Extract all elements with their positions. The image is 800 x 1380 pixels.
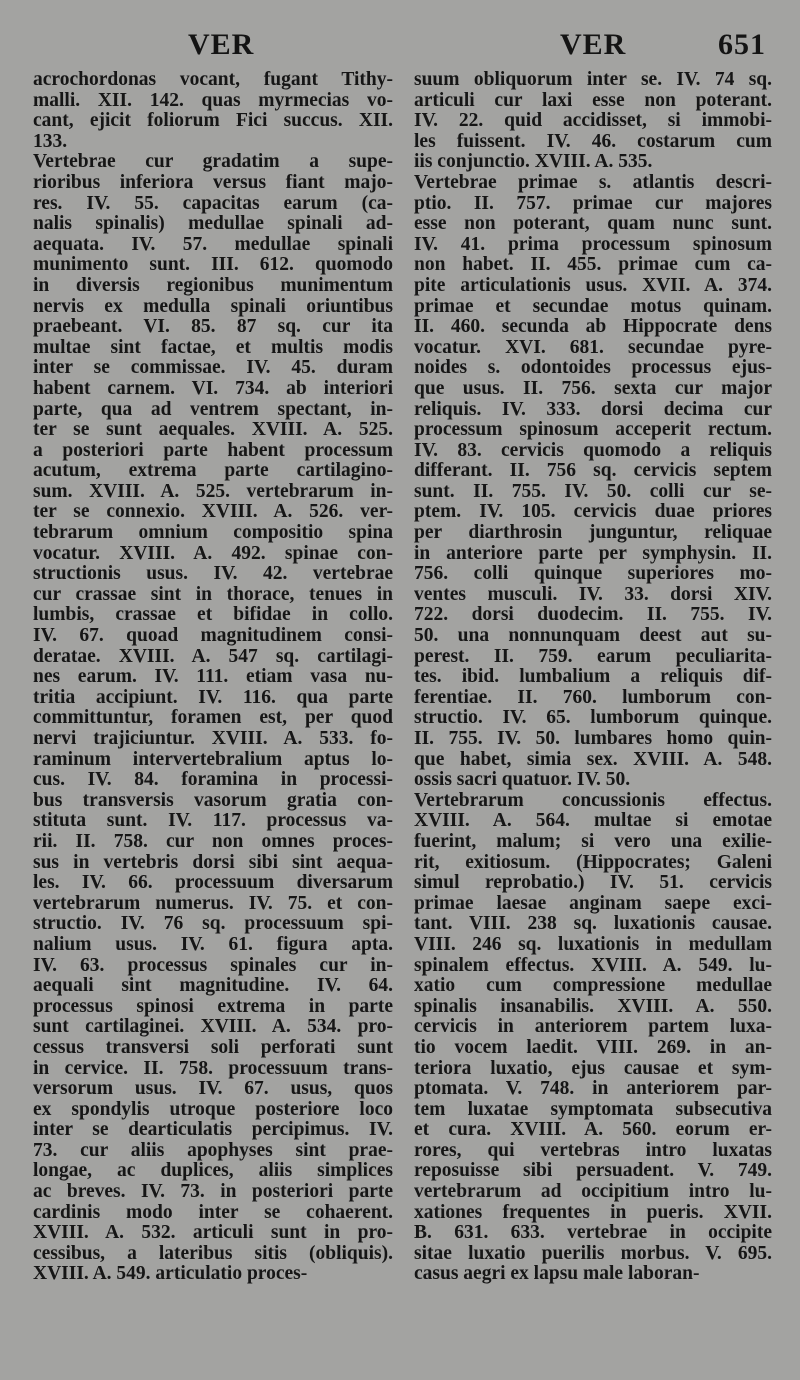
text-line: cessus transversi soli perforati sunt [33, 1037, 393, 1058]
text-line: parte, qua ad ventrem spectant, in- [33, 399, 393, 420]
text-line: committuntur, foramen est, per quod [33, 708, 393, 729]
text-line: 133. [33, 131, 68, 152]
text-line: aequata. IV. 57. medullae spinali [33, 234, 393, 255]
text-line: inter se commissae. IV. 45. duram [33, 358, 393, 379]
text-line: sunt cartilaginei. XVIII. A. 534. pro- [33, 1017, 393, 1038]
text-line: non habet. II. 455. primae cum ca- [414, 255, 772, 276]
text-line: Vertebrarum concussionis effectus. [414, 790, 772, 811]
text-line: pite articulationis usus. XVII. A. 374. [414, 275, 772, 296]
text-line: tant. VIII. 238 sq. luxationis causae. [414, 914, 772, 935]
text-line: raminum intervertebralium aptus lo- [33, 749, 393, 770]
text-line: acutum, extrema parte cartilagino- [33, 461, 393, 482]
text-line: malli. XII. 142. quas myrmecias vo- [33, 90, 393, 111]
text-line: cessibus, a lateribus sitis (obliquis). [33, 1243, 393, 1264]
text-line: IV. 67. quoad magnitudinem consi- [33, 626, 393, 647]
text-line: XVIII. A. 549. articulatio proces- [33, 1264, 308, 1285]
text-line: Vertebrae primae s. atlantis descri- [414, 172, 772, 193]
text-line: ptomata. V. 748. in anteriorem par- [414, 1079, 772, 1100]
text-line: multae sint factae, et multis modis [33, 337, 393, 358]
text-line: sitae luxatio puerilis morbus. V. 695. [414, 1243, 772, 1264]
text-line: nalium usus. IV. 61. figura apta. [33, 934, 393, 955]
text-line: les fuissent. IV. 46. costarum cum [414, 131, 772, 152]
text-line: cur crassae sint in thorace, tenues in [33, 584, 393, 605]
text-line: primae laesae anginam saepe exci- [414, 893, 772, 914]
text-line: primae et secundae motus quinam. [414, 296, 772, 317]
text-line: VIII. 246 sq. luxationis in medullam [414, 934, 772, 955]
text-line: reposuisse sibi persuadent. V. 749. [414, 1161, 772, 1182]
text-line: differant. II. 756 sq. cervicis septem [414, 461, 772, 482]
text-line: a posteriori parte habent processum [33, 440, 393, 461]
text-line: iis conjunctio. XVIII. A. 535. [414, 152, 653, 173]
text-line: ferentiae. II. 760. lumborum con- [414, 687, 772, 708]
text-line: IV. 22. quid accidisset, si immobi- [414, 111, 772, 132]
text-line: spinalis insanabilis. XVIII. A. 550. [414, 996, 772, 1017]
text-line: ac breves. IV. 73. in posteriori parte [33, 1182, 393, 1203]
text-line: casus aegri ex lapsu male laboran- [414, 1264, 700, 1285]
text-line: rit, exitiosum. (Hippocrates; Galeni [414, 852, 772, 873]
text-line: cardinis modo inter se cohaerent. [33, 1202, 393, 1223]
text-line: teriora luxatio, ejus causae et sym- [414, 1058, 772, 1079]
text-line: in diversis regionibus munimentum [33, 275, 393, 296]
text-line: bus transversis vasorum gratia con- [33, 790, 393, 811]
text-line: nalis spinalis) medullae spinali ad- [33, 214, 393, 235]
text-line: que habet, simia sex. XVIII. A. 548. [414, 749, 772, 770]
text-line: processus spinosi extrema in parte [33, 996, 393, 1017]
text-line: que usus. II. 756. sexta cur major [414, 378, 772, 399]
text-line: ventes musculi. IV. 33. dorsi XIV. [414, 584, 772, 605]
text-line: nervis ex medulla spinali oriuntibus [33, 296, 393, 317]
text-line: versorum usus. IV. 67. usus, quos [33, 1079, 393, 1100]
text-line: 756. colli quinque superiores mo- [414, 564, 772, 585]
text-line: spinalem effectus. XVIII. A. 549. lu- [414, 955, 772, 976]
text-line: IV. 83. cervicis quomodo a reliquis [414, 440, 772, 461]
text-line: rioribus inferiora versus fiant majo- [33, 172, 393, 193]
text-line: ter se sunt aequales. XVIII. A. 525. [33, 420, 393, 441]
text-line: in cervice. II. 758. processuum trans- [33, 1058, 393, 1079]
text-line: longae, ac duplices, aliis simplices [33, 1161, 393, 1182]
text-line: aequali sint magnitudine. IV. 64. [33, 976, 393, 997]
text-line: vertebrarum ad occipitium intro lu- [414, 1182, 772, 1203]
text-line: cervicis in anteriorem partem luxa- [414, 1017, 772, 1038]
text-line: stituta sunt. IV. 117. processus va- [33, 811, 393, 832]
header-center-word: VER [560, 28, 627, 61]
text-line: ter se connexio. XVIII. A. 526. ver- [33, 502, 393, 523]
text-line: II. 460. secunda ab Hippocrate dens [414, 317, 772, 338]
text-line: II. 755. IV. 50. lumbares homo quin- [414, 729, 772, 749]
text-line: XVIII. A. 532. articuli sunt in pro- [33, 1223, 393, 1244]
text-line: noides s. odontoides processus ejus- [414, 358, 772, 379]
text-line: rores, qui vertebras intro luxatas [414, 1140, 772, 1161]
text-line: lumbis, crassae et bifidae in collo. [33, 605, 393, 626]
page-number: 651 [718, 28, 766, 61]
text-line: articuli cur laxi esse non poterant. [414, 90, 772, 111]
text-line: esse non poterant, quam nunc sunt. [414, 214, 772, 235]
text-line: habent carnem. VI. 734. ab interiori [33, 378, 393, 399]
text-line: 50. una nonnunquam deest aut su- [414, 626, 772, 647]
text-line: IV. 63. processus spinales cur in- [33, 955, 393, 976]
text-line: ptem. IV. 105. cervicis duae priores [414, 502, 772, 523]
text-line: simul reprobatio.) IV. 51. cervicis [414, 873, 772, 894]
left-column [33, 70, 393, 1285]
text-line: tem luxatae symptomata subsecutiva [414, 1099, 772, 1120]
text-line: cus. IV. 84. foramina in processi- [33, 770, 393, 791]
text-line: structio. IV. 76 sq. processuum spi- [33, 914, 393, 935]
text-line: tebrarum omnium compositio spina [33, 523, 393, 544]
text-line: xatio cum compressione medullae [414, 976, 772, 997]
text-line: B. 631. 633. vertebrae in occipite [414, 1223, 772, 1244]
right-column [414, 70, 772, 1285]
text-line: tes. ibid. lumbalium a reliquis dif- [414, 667, 772, 688]
text-line: structio. IV. 65. lumborum quinque. [414, 708, 772, 729]
text-line: ptio. II. 757. primae cur majores [414, 193, 772, 214]
text-line: 73. cur aliis apophyses sint prae- [33, 1140, 393, 1161]
text-line: per diarthrosin junguntur, reliquae [414, 523, 772, 544]
text-line: reliquis. IV. 333. dorsi decima cur [414, 399, 772, 420]
text-line: Vertebrae cur gradatim a supe- [33, 152, 393, 173]
text-line: nes earum. IV. 111. etiam vasa nu- [33, 667, 393, 688]
text-line: structionis usus. IV. 42. vertebrae [33, 564, 393, 585]
header-left-word: VER [188, 28, 255, 61]
text-line: vertebrarum numerus. IV. 75. et con- [33, 893, 393, 914]
text-line: praebeant. VI. 85. 87 sq. cur ita [33, 317, 393, 338]
text-line: perest. II. 759. earum peculiarita- [414, 646, 772, 667]
text-line: inter se dearticulatis percipimus. IV. [33, 1120, 393, 1141]
running-header [0, 22, 800, 66]
text-line: res. IV. 55. capacitas earum (ca- [33, 193, 393, 214]
text-line: sum. XVIII. A. 525. vertebrarum in- [33, 481, 393, 502]
text-line: sunt. II. 755. IV. 50. colli cur se- [414, 481, 772, 502]
text-line: vocatur. XVI. 681. secundae pyre- [414, 337, 772, 358]
text-line: munimento sunt. III. 612. quomodo [33, 255, 393, 276]
text-line: processum spinosum acceperit rectum. [414, 420, 772, 441]
text-line: acrochordonas vocant, fugant Tithy- [33, 70, 393, 90]
text-line: sus in vertebris dorsi sibi sint aequa- [33, 852, 393, 873]
text-line: xationes frequentes in pueris. XVII. [414, 1202, 772, 1223]
text-line: suum obliquorum inter se. IV. 74 sq. [414, 70, 772, 90]
text-line: fuerint, malum; si vero una exilie- [414, 831, 772, 852]
text-line: cant, ejicit foliorum Fici succus. XII. [33, 111, 393, 132]
text-line: IV. 41. prima processum spinosum [414, 234, 772, 255]
text-line: 722. dorsi duodecim. II. 755. IV. [414, 605, 772, 626]
text-line: tio vocem laedit. VIII. 269. in an- [414, 1037, 772, 1058]
text-line: tritia accipiunt. IV. 116. qua parte [33, 687, 393, 708]
text-line: rii. II. 758. cur non omnes proces- [33, 831, 393, 852]
text-line: in anteriore parte per symphysin. II. [414, 543, 772, 564]
text-line: vocatur. XVIII. A. 492. spinae con- [33, 543, 393, 564]
text-line: les. IV. 66. processuum diversarum [33, 873, 393, 894]
text-line: nervi trajiciuntur. XVIII. A. 533. fo- [33, 729, 393, 749]
text-line: et cura. XVIII. A. 560. eorum er- [414, 1120, 772, 1141]
text-line: deratae. XVIII. A. 547 sq. cartilagi- [33, 646, 393, 667]
text-line: XVIII. A. 564. multae si emotae [414, 811, 772, 832]
text-line: ex spondylis utroque posteriore loco [33, 1099, 393, 1120]
text-line: ossis sacri quatuor. IV. 50. [414, 770, 631, 791]
